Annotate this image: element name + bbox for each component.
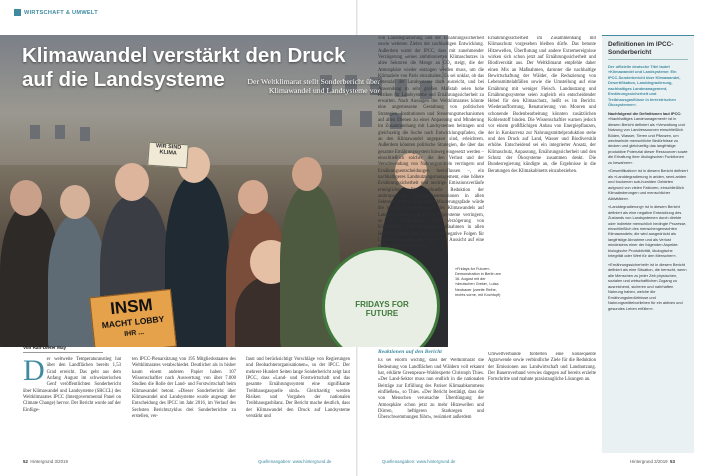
protest-sign-text: WIR SIND (155, 143, 182, 151)
insm-protest-sign (89, 289, 177, 347)
sidebar-lead: Der offizielle deutsche Titel lautet »Klimawandel und Landsysteme: Ein IPCC-Sonderbericht über Klimawandel, Desertifikation, Landdegradierung, nachhaltiges Landmanagement, Ernährungssicherheit und Treibhausgasflüsse in terrestrischen Ökosystemen«. (608, 63, 681, 108)
left-magazine-issue: Hintergrund 3/2019 (30, 459, 68, 464)
article-column-5 (488, 36, 596, 341)
right-magazine-issue: Hintergrund 3/2019 (630, 459, 668, 464)
photo-caption: »Fridays for Future«-Demonstration in Berlin am 16. August mit der »deutschen Greta«, Luisa Neubauer (zweite Reihe, rechts vorne, mit Kochtopf) (455, 267, 501, 297)
article-subheadline: Der Weltklimarat stellt Sonderbericht über Klimawandel und Landsysteme vor (247, 77, 380, 96)
sidebar-definition: »Ernährungssicherheit« ist in diesem Bericht definiert als eine Situation, die herrscht, wenn alle Menschen zu jeder Zeit physischen, sozialen und wirtschaftlichen Zugang zu ausreichend, sicheren und nahrhaften Nahrung haben, welche die Ernährungsbedürfnisse und Nahrungsmittelvorlieben für ein aktives und gesundes Leben erfüllen«. (608, 261, 687, 311)
left-page-number: 52 (23, 459, 28, 464)
building-window (330, 110, 342, 126)
definitions-sidebar (602, 35, 694, 453)
article-column-2: ten IPCC-Plenarsitzung von 195 Mitgliedsstaaten des Weltklimarates verabschiedet. Deutlicher als in bisher kaum einem anderen Papier haben 107 Wissenschaftler nach Auswertung von über 7.000 Studien die Rolle der Land- und Forstwirtschaft beim Klimawandel betont. »Dieser Sonderbericht über Klimawandel und Landsysteme wurde angesagt der Entscheidung des IPCC im Jahr 2016, im Verlauf des Sechsten Berichtszyklus drei Sonderberichte zu erstellen, ver- (132, 357, 236, 419)
right-source-note: Quellenangaben: www.hintergrund.de (382, 459, 456, 464)
building-window (30, 125, 40, 139)
insm-sign-line3: IHR ... (123, 328, 145, 338)
article-column-5-lower: Umweltverbände forderten eine konsequente Agrarwende sowie verbindliche Ziele für die Reduktion der Emissionen aus Landwirtschaft und Landnutzung. Der Bauernverband verwies dagegen auf bereits erzielte Fortschritte und mahnte praxistaugliche Lösungen an. (488, 352, 596, 383)
column-5-text: Ernährungssicherheit im Zusammenhang mit Klimaschutz vorgesehen bleiben dürfe. Das betonte Hitzewellen, Überflutung und andere Extremereignisse wirken sich schon jetzt auf Ernährungssicherheit und Biodiversität aus. Der Weltklimarat empfehle daher einen Mix an Maßnahmen, darunter die nachhaltige Bewirtschaftung der Wälder, die Reduzierung von Lebensmittelabfällen sowie die Umstellung auf eine Ernährung mit weniger Fleisch. Landnutzung und Ernährungssysteme seien zugleich ein entscheidender Hebel für den Klimaschutz, heißt es im Bericht. Wiederaufforstung, Renaturierung von Mooren und schonende Bodenbearbeitung könnten zusätzlichen Kohlenstoff binden. Die Wissenschaftler warnen jedoch vor einem großflächigen Anbau von Energiepflanzen, der in Konkurrenz zur Nahrungsmittelproduktion stehe und den Druck auf Land, Wasser und Biodiversität erhöhe. Entscheidend sei ein integrierter Ansatz, der Klimaschutz, Anpassung, Ernährungssicherheit und den Schutz der Ökosysteme zusammen denkt. Die Bundesregierung kündigte an, die Ergebnisse in die Beratungen des Klimakabinetts einzubeziehen. (488, 36, 596, 174)
crowd-head (60, 185, 90, 219)
left-source-note: Quellenangaben: www.hintergrund.de (258, 459, 332, 464)
section-marker (14, 9, 21, 16)
sidebar-definition: »Landdegradierung« ist in diesem Bericht definiert als eine negative Entwicklung des Zustands von Landsystemen durch direkte oder indirekte menschlich bedingte Prozesse, einschließlich des menschengemachten Klimawandels; die wird ausgedrückt als langfristige Abnahme und als Verlust mindestens einer der folgenden Aspekte: biologische Produktivität, ökologische Integrität oder Wert für den Menschen«. (608, 204, 687, 259)
insm-sign-line2: MACHT LOBBY (101, 313, 165, 331)
sidebar-title: Definitionen im IPCC-Sonderbericht (608, 41, 674, 56)
section-label: WIRTSCHAFT & UMWELT (24, 10, 98, 16)
crowd-head (292, 157, 322, 191)
drop-cap: D (23, 354, 45, 387)
building-window (80, 127, 90, 141)
crowd-person (165, 175, 229, 347)
column-1-text: er weltweite Temperaturanstieg hat über den Landflächen bereits 1,53 Grad erreicht. Das geht aus dem Anfang August im schweizerischen Genf veröffentlichten Sonderbericht über Klimawandel und Landsysteme (SRCCL) des Weltklimarates IPCC (Intergovernmental Panel on Climate Change) hervor. Der Bericht wurde auf der Einfüge- (23, 357, 121, 413)
protest-sign (147, 142, 189, 169)
author-byline: Von Ralf-Dieter May (23, 345, 67, 350)
sidebar-definitions-heading: Nachfolgend die Definitionen laut IPCC: (608, 110, 682, 116)
insm-sign-line1: INSM (109, 294, 154, 319)
article-headline: Klimawandel verstärkt den Druck auf die Landsysteme (22, 44, 346, 91)
sidebar-divider (608, 59, 688, 60)
byline-divider (23, 352, 103, 353)
column-4-lower-text: Es sei enorm wichtig, dass der Weltklimarat die Bedeutung von Landflächen und Wäldern voll erkannt hat, erklärte Greenpeace-Waldexperte Christoph Thies. »Der Land-Sektor muss nun endlich in die nationalen Beiträge zur Erfüllung des Pariser Klimaabkommens einfließen«, so Thies. »Der Bericht bestätigt, dass die von Menschen verursachte Überdüngung der Atmosphäre schon jetzt zu mehr Hitzewellen und Dürren, heftigeren Starkregen und Überschwemmungen führt«, resümiert außerdem (378, 358, 484, 421)
sidebar-definition: »Nachhaltiges Landmanagement« ist in diesem Bericht definiert als »Verwaltung und Nutzung von Landressourcen einschließlich Böden, Wasser, Tieren und Pflanzen, um wechselnde menschliche Bedürfnisse zu decken und gleichzeitig das langfristige produktive Potenzial dieser Ressourcen sowie die Erhaltung ihrer ökologischen Funktionen zu bewahren«. (608, 116, 688, 165)
right-footer (630, 459, 675, 464)
article-column-1 (23, 354, 121, 414)
article-column-3: fasst und berücksichtigt Vorschläge von Regierungen und Beobachterorganisationen«, so der IPCC. Der mehrere Hundert Seiten lange Sonderbericht zeigt laut IPCC, dass »Land- und Forstwirtschaft und das gesamte Ernährungssystem eine signifikante Treibhausgasquelle sind«. Gleichzeitig werden Risiken und Vorgaben der nationalen Treibhausgasbilanz. Der Bericht mache deutlich, dass der Klimawandel den Druck auf Landsysteme verstärkt und (246, 357, 350, 419)
sidebar-definition: »Desertifikation« ist in diesem Bericht definiert als »Landdegradierung in ariden, semi-ariden und trockenen sub-humiden Gebieten aufgrund von vielen Faktoren, einschließlich Klimaänderungen und menschlicher Aktivitäten«. (608, 168, 688, 201)
building-window (55, 125, 65, 139)
fff-sign-text: FRIDAYS FOR FUTURE (355, 300, 409, 318)
photo-credit: picture alliance (441, 58, 445, 82)
right-page-number: 53 (670, 459, 675, 464)
article-column-4-lower (378, 345, 484, 454)
protest-sign-text: KLIMA (159, 149, 178, 157)
section-subheading: Reaktionen auf den Bericht (378, 349, 442, 355)
crowd-head (238, 180, 268, 214)
article-column-4 (378, 36, 484, 326)
crowd-head (10, 180, 42, 216)
left-footer (23, 459, 68, 464)
building-window (360, 111, 372, 127)
column-4-text: von Landdegradierung und der Ernährungssicherheit sowie weiteren Zielen der nachhaltigen Entwicklung. Außerdem warnt der IPCC, dass mit zunehmender Verzögerung »eines ambitionierten Klimaschutzes in allen Sektoren die Menge an CO₂ steigt, die der Atmosphäre wieder entzogen werden muss, um die Klimaziele von Paris einzuhalten. Es sei unklar, ob das Potenzial der Landsysteme dazu ausreicht, und bei Anwendung in sehr großen Maßstab seien hohe Risiken für Landsysteme und Ernährungssicherheit zu erwarten. Nach Aussagen des Weltklimarates könnte eine angemessene Gestaltung von politischen Strategien, Institutionen und Steuerungsmechanismen auf allen Ebenen zu einer Anpassung und Minderung im Zusammenhang mit Landsystemen beitragen und gleichzeitig die Suche nach Entwicklungspfaden, die an den Klimawandel angepasst sind, erleichtern. Außerdem könnten politische Strategien, die über das gesamte Ernährungssystem hinweg eingesetzt werden – einschließlich solcher, die den Verlust und der Verschwendung von Nahrungsmitteln verringern und Ernährungsentscheidungen beeinflussen –, ein nachhaltigeres Landnutzungsmanagement, eine höhere Ernährungssicherheit und niedrige Emissionsverläufe ermöglichen. Eine schnelle Reduktion der anthropogenen Treibhausgasemissionen in allen Sektoren entlang ehrgeiziger Minderungspfade würde die negativen Auswirkungen des Klimawandels auf Landökosysteme und Ernährungssysteme verringern, so der Weltklimarat. Eine Verzögerung von Klimaschutz- und Anpassungsmaßnahmen in allen Bereichen hätte indes zunehmend negative Folgen für Landsysteme und konterkariere die Aussicht auf eine nachhaltige Entwicklung. (378, 36, 484, 250)
crowd-head (115, 163, 149, 201)
